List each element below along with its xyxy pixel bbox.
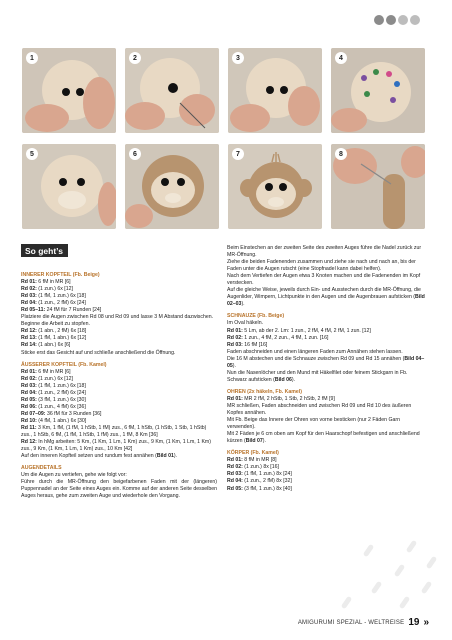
step-photo-5 [22, 144, 116, 229]
decor-dash [371, 581, 383, 595]
round-line: Rd 02: 1 zun., 4 fM, 2 zun., 4 fM, 1 zun. [16] [227, 334, 329, 341]
instruction-text: Im Oval häkeln. [227, 320, 264, 327]
step-number: 1 [26, 52, 38, 64]
section-title-ears: OHREN (2x häkeln, Fb. Kamel) [227, 388, 302, 395]
step-photo-6 [125, 144, 219, 229]
round-line: Rd 12: (1 abn., 2 fM) 6x [18] [21, 328, 87, 335]
publication-title: AMIGURUMI SPEZIAL - WELTREISE [297, 619, 405, 626]
section-title-snout: SCHNAUZE (Fb. Beige) [227, 313, 285, 320]
next-page-icon[interactable]: » [423, 617, 429, 628]
round-line: Rd 04: (1 zun., 2 fM) 6x [24] [21, 389, 86, 396]
instruction-text: Die 16 M abstechen und die Schnauze zwischen Rd 09 und Rd 15 annähen (Bild 04–05). [227, 355, 425, 369]
page-footer [298, 617, 429, 628]
page-number: 19 [408, 617, 420, 628]
decor-dash [341, 596, 353, 610]
round-line: Rd 11: 3 Km, 1 fM, (1 fM, 1 hStb, 1 fM) zus., 6 fM, 1 hStb, (1 hStb, 1 Stb, 1 hStb) zus., 1 hStb, 6 fM, (1 fM, 1 hStb, 1 fM) zus., 1 fM, 8 Km [36] [21, 424, 207, 439]
step-number: 7 [232, 148, 244, 160]
step-number: 2 [129, 52, 141, 64]
round-line: Rd 14: (1 abn.) 6x [6] [21, 342, 71, 349]
instruction-text: Beim Einstechen an der zweiten Seite des zweiten Auges führe die Nadel zurück zur MR-Öffnung. [227, 245, 422, 259]
instruction-text: Auf den inneren Kopfteil setzen und rundum fest annähen (Bild 01). [21, 453, 178, 460]
instruction-text: Mit Fb. Beige das Innere der Ohren von vorne besticken (nur 2 Fäden Garn verwenden). [227, 417, 401, 431]
step-photo-4 [331, 48, 425, 133]
step-photo-1 [22, 48, 116, 133]
round-line: Rd 04: (1 zun., 2 fM) 6x [24] [21, 300, 86, 307]
decor-dash [421, 581, 433, 595]
section-title-inner-head: INNERER KOPFTEIL (Fb. Beige) [21, 272, 100, 278]
step-photo-7 [228, 144, 322, 229]
step-number: 8 [335, 148, 347, 160]
round-line: Rd 02: (1 zun.) 6x [12] [21, 286, 73, 293]
round-line: Rd 01: 5 Lm, ab der 2. Lm: 1 zun., 2 fM, 4 fM, 2 fM, 1 zun. [12] [227, 327, 371, 334]
step-number: 6 [129, 148, 141, 160]
round-line: Rd 02: (1 zun.) 6x [12] [21, 375, 73, 382]
round-line: Rd 04: (1 zun., 2 fM) 8x [32] [227, 478, 292, 485]
instruction-text: Auf die gleiche Weise, jeweils durch Ein- und Ausstechen durch die MR-Öffnung, die Augenlider, Wimpern, Lichtpunkte in den Augen und die Augenbrauen aufsticken (Bild 02–03). [227, 287, 425, 308]
round-line: Rd 05: (3 fM, 1 zun.) 6x [30] [21, 396, 86, 403]
decor-dash [363, 544, 375, 558]
round-line: Rd 10: (4 fM, 1 abn.) 6x [30] [21, 417, 87, 424]
step-photo-8 [331, 144, 425, 229]
instruction-text: Nun die Nasenlöcher und den Mund mit Häkelfilet oder feinem Stickgarn in Fb. Schwarz aufsticken (Bild 06). [227, 369, 408, 383]
round-line: Rd 01: 8 fM in MR [8] [227, 457, 277, 464]
round-line: Rd 06: (1 zun., 4 fM) 6x [36] [21, 403, 86, 410]
section-title-outer-head: ÄUSSERER KOPFTEIL (Fb. Kamel) [21, 361, 107, 368]
decor-dash [399, 596, 411, 610]
instruction-text: Führe durch die MR-Öffnung den beigefarbenen Faden mit der (längeren) Puppennadel an der Seite eines Auges ein. Komme auf der anderen Seite desselben Auges heraus, gehe zum zweiten Auge und wiederhole den Vorgang. [21, 479, 217, 500]
step-number: 3 [232, 52, 244, 64]
round-line: Rd 02: (1 zun.) 8x [16] [227, 464, 279, 471]
section-title-eye-details: AUGENDETAILS [21, 465, 62, 472]
round-line: Rd 03: (1 fM, 1 zun.) 8x [24] [227, 471, 292, 478]
round-line: Rd 12: In hMg arbeiten: 5 Km, (1 Km, 1 Lm, 1 Km) zus., 9 Km, (1 Km, 1 Lm, 1 Km) zus., 9 Km, (1 Km, 1 Lm, 1 Km) zus., 10 Km [42] [21, 439, 211, 453]
step-photo-2 [125, 48, 219, 133]
instruction-text: Nach dem Vertiefen der Augen etwa 3 Knoten machen und die Fadenenden im Kopf verstecken. [227, 273, 421, 287]
step-photo-3 [228, 48, 322, 133]
round-line: Rd 13: (1 fM, 1 abn.) 6x [12] [21, 335, 87, 342]
round-line: Rd 03: (1 fM, 1 zun.) 6x [18] [21, 382, 86, 389]
instruction-text: Beginne die Arbeit zu stopfen. [21, 321, 90, 328]
instruction-text: Ziehe die beiden Fadenenden zusammen und ziehe sie nach und nach an, bis der Faden unter die Augen rutscht (eine Stopfnadel kann dabei helfen). [227, 259, 416, 273]
chapter-markers [374, 15, 420, 25]
section-title-body: KÖRPER (Fb. Kamel) [227, 450, 279, 457]
round-line: Rd 07–09: 36 fM für 3 Runden [36] [21, 410, 102, 417]
chapter-marker [410, 15, 420, 25]
section-heading: So geht’s [21, 244, 68, 257]
chapter-marker [374, 15, 384, 25]
decor-dash [406, 540, 418, 554]
decor-dash [394, 564, 406, 578]
instruction-text: Platziere die Augen zwischen Rd 08 und Rd 09 und lasse 3 M Abstand dazwischen. [21, 314, 214, 321]
round-line: Rd 01: 6 fM in MR [6] [21, 279, 71, 286]
instruction-text: Sticke erst das Gesicht auf und schließe anschließend die Öffnung. [21, 349, 176, 356]
round-line: Rd 01: 6 fM in MR [6] [21, 368, 71, 375]
decor-dash [426, 556, 438, 570]
instruction-text: Faden abschneiden und einen längeren Faden zum Annähen stehen lassen. [227, 348, 403, 355]
chapter-marker [398, 15, 408, 25]
right-column [227, 245, 425, 493]
round-line: Rd 01: MR 2 fM, 2 hStb, 1 Stb, 2 hStb, 2 fM [9] [227, 395, 335, 402]
round-line: Rd 05–11: 24 fM für 7 Runden [24] [21, 307, 102, 314]
chapter-marker [386, 15, 396, 25]
instruction-text: MR schließen, Faden abschneiden und zwischen Rd 09 und Rd 10 des äußeren Kopfes annähen. [227, 402, 412, 417]
instruction-text: Mit 2 Fäden je 6 cm oben am Kopf für den Haarschopf befestigen und anschließend kürzen (Bild 07). [227, 431, 420, 445]
instruction-text: Um die Augen zu vertiefen, gehe wie folgt vor: [21, 472, 127, 479]
step-number: 4 [335, 52, 347, 64]
left-column [21, 272, 217, 500]
round-line: Rd 03: 16 fM [16] [227, 341, 268, 348]
round-line: Rd 03: (1 fM, 1 zun.) 6x [18] [21, 293, 86, 300]
step-number: 5 [26, 148, 38, 160]
round-line: Rd 05: (3 fM, 1 zun.) 8x [40] [227, 485, 292, 492]
